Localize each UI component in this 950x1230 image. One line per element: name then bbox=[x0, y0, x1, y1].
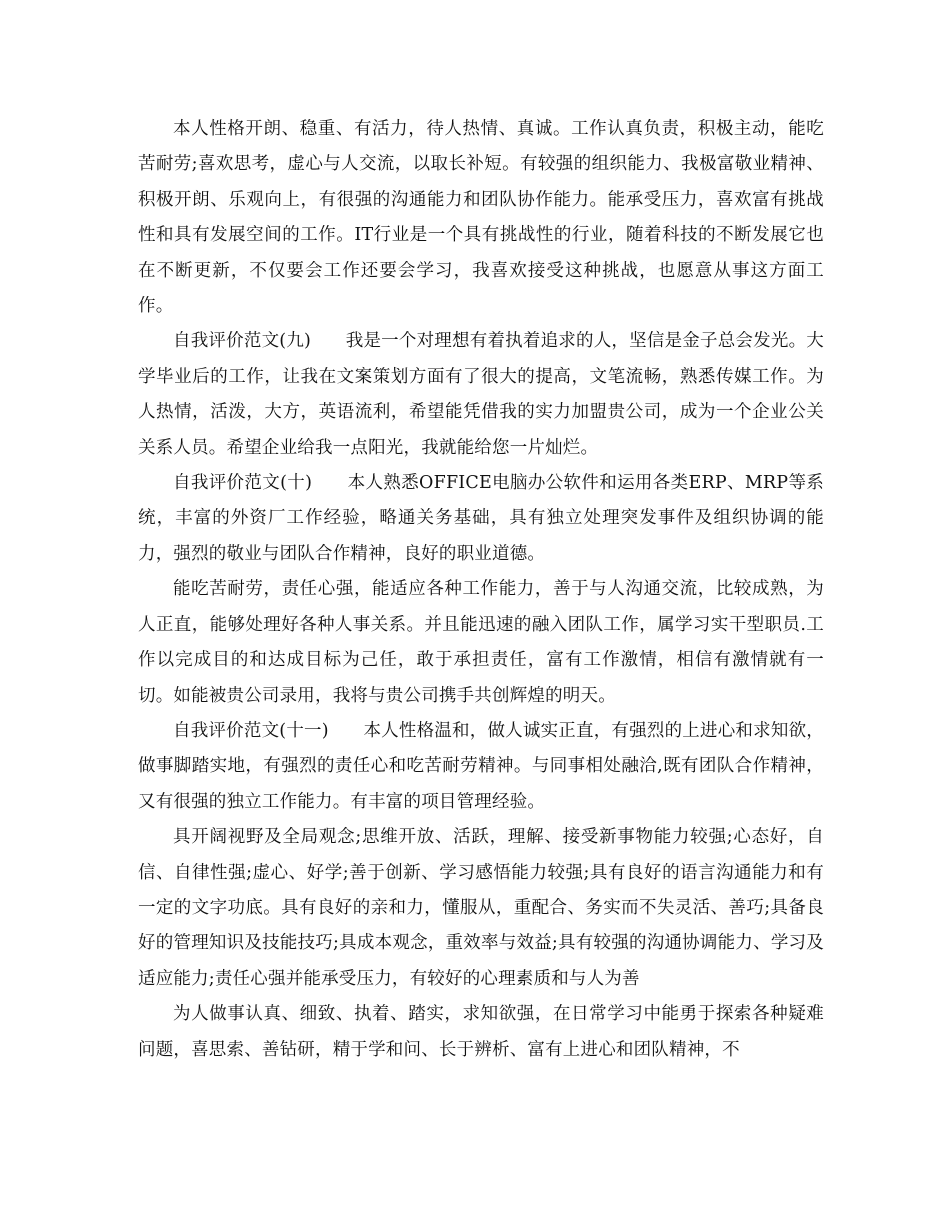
paragraph-2: 自我评价范文(九) 我是一个对理想有着执着追求的人，坚信是金子总会发光。大学毕业后的工作，让我在文案策划方面有了很大的提高，文笔流畅，熟悉传媒工作。为人热情，活泼，大方，英语流利，希望能凭借我的实力加盟贵公司，成为一个企业公关关系人员。希望企业给我一点阳光，我就能给您一片灿烂。 bbox=[138, 331, 824, 458]
paragraph-5: 自我评价范文(十一) 本人性格温和，做人诚实正直，有强烈的上进心和求知欲，做事脚踏实地，有强烈的责任心和吃苦耐劳精神。与同事相处融洽,既有团队合作精神，又有很强的独立工作能力。有丰富的项目管理经验。 bbox=[138, 720, 824, 812]
paragraph-1: 本人性格开朗、稳重、有活力，待人热情、真诚。工作认真负责，积极主动，能吃苦耐劳;喜欢思考，虚心与人交流，以取长补短。有较强的组织能力、我极富敬业精神、积极开朗、乐观向上，有很强的沟通能力和团队协作能力。能承受压力，喜欢富有挑战性和具有发展空间的工作。IT行业是一个具有挑战性的行业，随着科技的不断发展它也在不断更新，不仅要会工作还要会学习，我喜欢接受这种挑战，也愿意从事这方面工作。 bbox=[138, 119, 824, 317]
paragraph-4: 能吃苦耐劳，责任心强，能适应各种工作能力，善于与人沟通交流，比较成熟，为人正直，能够处理好各种人事关系。并且能迅速的融入团队工作，属学习实干型职员.工作以完成目的和达成目标为己任，敢于承担责任，富有工作激情，相信有激情就有一切。如能被贵公司录用，我将与贵公司携手共创辉煌的明天。 bbox=[138, 579, 824, 706]
document-body bbox=[138, 112, 824, 1068]
paragraph-7: 为人做事认真、细致、执着、踏实，求知欲强，在日常学习中能勇于探索各种疑难问题，喜思索、善钻研，精于学和问、长于辨析、富有上进心和团队精神，不 bbox=[138, 1004, 824, 1060]
paragraph-3: 自我评价范文(十) 本人熟悉OFFICE电脑办公软件和运用各类ERP、MRP等系统，丰富的外资厂工作经验，略通关务基础，具有独立处理突发事件及组织协调的能力，强烈的敬业与团队合作精神，良好的职业道德。 bbox=[138, 473, 824, 564]
paragraph-6: 具开阔视野及全局观念;思维开放、活跃，理解、接受新事物能力较强;心态好，自信、自律性强;虚心、好学;善于创新、学习感悟能力较强;具有良好的语言沟通能力和有一定的文字功底。具有良好的亲和力，懂服从，重配合、务实而不失灵活、善巧;具备良好的管理知识及技能技巧;具成本观念，重效率与效益;具有较强的沟通协调能力、学习及适应能力;责任心强并能承受压力，有较好的心理素质和与人为善 bbox=[138, 827, 824, 989]
